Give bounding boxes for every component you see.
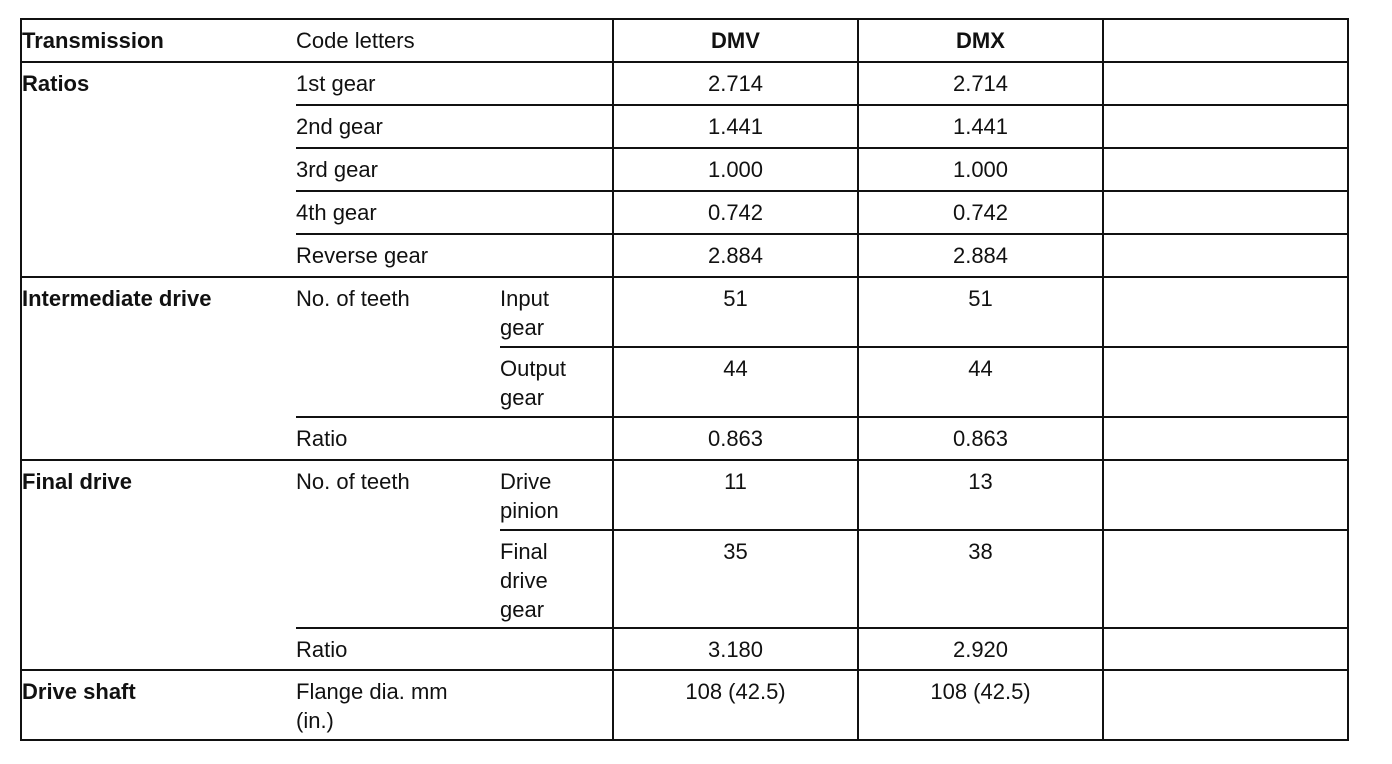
ratio-label: 2nd gear	[296, 105, 613, 148]
final-pinion-extra	[1103, 460, 1348, 530]
intermediate-teeth-label: No. of teeth	[296, 286, 410, 311]
shaft-flange-label: Flange dia. mm (in.)	[296, 670, 613, 740]
header-extra	[1103, 19, 1348, 62]
ratio-dmv: 1.441	[613, 105, 858, 148]
intermediate-output-extra	[1103, 347, 1348, 417]
header-transmission: Transmission	[21, 19, 296, 62]
final-gear-dmx: 38	[858, 530, 1103, 628]
intermediate-output-label: Output gear	[500, 347, 613, 417]
final-pinion-label: Drive pinion	[500, 469, 559, 523]
ratio-dmv: 0.742	[613, 191, 858, 234]
table-row	[21, 670, 1348, 740]
final-gear-extra	[1103, 530, 1348, 628]
transmission-spec-table	[20, 18, 1349, 741]
ratio-dmx: 2.884	[858, 234, 1103, 277]
ratio-extra	[1103, 105, 1348, 148]
section-drive-shaft: Drive shaft	[21, 670, 296, 740]
ratio-dmv: 2.884	[613, 234, 858, 277]
intermediate-output-dmv: 44	[613, 347, 858, 417]
table-row	[21, 460, 1348, 530]
table-row	[21, 62, 1348, 105]
intermediate-output-dmx: 44	[858, 347, 1103, 417]
intermediate-input-extra	[1103, 277, 1348, 347]
ratio-dmv: 2.714	[613, 62, 858, 105]
ratio-label: 4th gear	[296, 191, 613, 234]
ratio-dmx: 2.714	[858, 62, 1103, 105]
ratio-dmx: 1.441	[858, 105, 1103, 148]
ratio-extra	[1103, 234, 1348, 277]
header-row	[21, 19, 1348, 62]
header-code-dmx: DMX	[858, 19, 1103, 62]
intermediate-input-label: Input gear	[500, 286, 549, 340]
table-row	[21, 277, 1348, 347]
intermediate-input-dmv: 51	[613, 277, 858, 347]
final-pinion-dmv: 11	[613, 460, 858, 530]
intermediate-input-dmx: 51	[858, 277, 1103, 347]
intermediate-ratio-dmv: 0.863	[613, 417, 858, 460]
section-intermediate-drive: Intermediate drive	[21, 277, 296, 460]
section-ratios: Ratios	[21, 62, 296, 277]
intermediate-ratio-label: Ratio	[296, 417, 613, 460]
ratio-dmx: 0.742	[858, 191, 1103, 234]
section-final-drive: Final drive	[21, 460, 296, 670]
final-ratio-dmv: 3.180	[613, 628, 858, 670]
ratio-extra	[1103, 191, 1348, 234]
shaft-dmv: 108 (42.5)	[613, 670, 858, 740]
final-pinion-dmx: 13	[858, 460, 1103, 530]
ratio-label: 3rd gear	[296, 148, 613, 191]
header-code-letters: Code letters	[296, 19, 613, 62]
ratio-extra	[1103, 62, 1348, 105]
ratio-dmv: 1.000	[613, 148, 858, 191]
ratio-dmx: 1.000	[858, 148, 1103, 191]
final-ratio-extra	[1103, 628, 1348, 670]
final-gear-label: Final drive gear	[500, 530, 613, 628]
final-teeth-label: No. of teeth	[296, 469, 410, 494]
shaft-dmx: 108 (42.5)	[858, 670, 1103, 740]
ratio-label: 1st gear	[296, 71, 376, 96]
final-ratio-label: Ratio	[296, 628, 613, 670]
shaft-extra	[1103, 670, 1348, 740]
header-code-dmv: DMV	[613, 19, 858, 62]
final-gear-dmv: 35	[613, 530, 858, 628]
ratio-label: Reverse gear	[296, 234, 613, 277]
intermediate-ratio-extra	[1103, 417, 1348, 460]
final-ratio-dmx: 2.920	[858, 628, 1103, 670]
intermediate-ratio-dmx: 0.863	[858, 417, 1103, 460]
ratio-extra	[1103, 148, 1348, 191]
